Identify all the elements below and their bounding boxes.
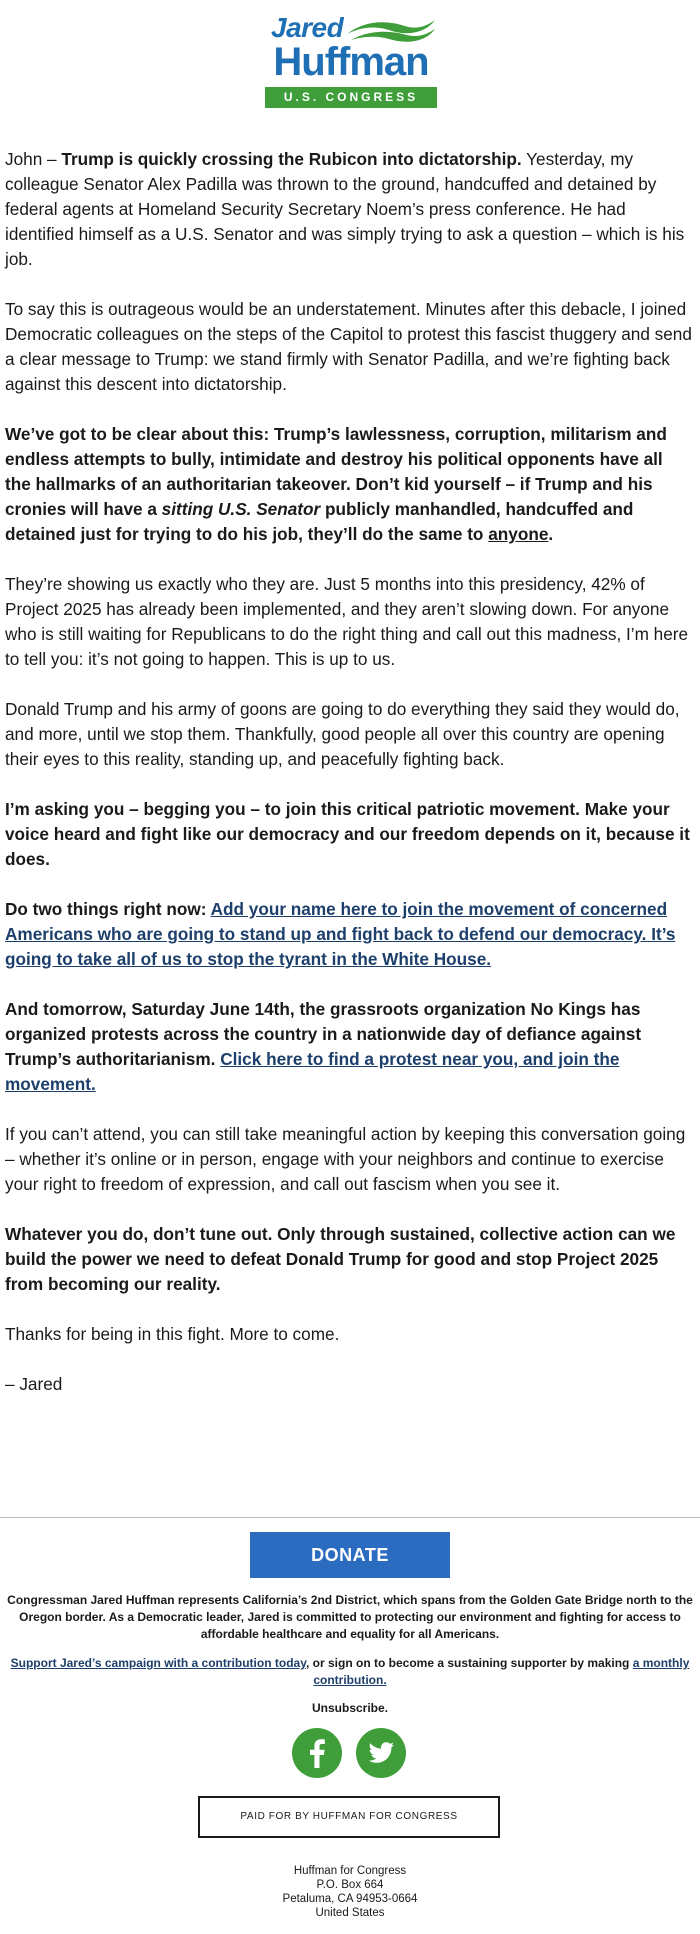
- logo-first-name: Jared: [271, 12, 344, 43]
- paragraph-showing-us: They’re showing us exactly who they are. Just 5 months into this presidency, 42% of Project 2025 has already been implemented, and they aren’t slowing down. For anyone who is still waiting for Republicans to do the right thing and call out this madness, I’m here to tell you: it’s not going to happen. This is up to us.: [5, 574, 689, 669]
- dont-tune-out-bold: Whatever you do, don’t tune out. Only through sustained, collective action can we build the power we need to defeat Donald Trump for good and stop Project 2025 from becoming our reality.: [5, 1224, 676, 1294]
- intro-text: Yesterday, my colleague Senator Alex Padilla was thrown to the ground, handcuffed and detained by federal agents at Homeland Security Secretary Noem’s press conference. He had identified himself as a U.S. Senator and was simply trying to ask a question – which is his job.: [5, 149, 685, 269]
- headline-bold: Trump is quickly crossing the Rubicon into dictatorship.: [61, 149, 522, 169]
- support-text: [5, 1655, 695, 1689]
- footer-divider: [0, 1517, 700, 1518]
- address-line: United States: [315, 1907, 385, 1919]
- logo-last-name: Huffman: [273, 40, 429, 84]
- salutation: John –: [5, 149, 62, 169]
- two-things-lead: Do two things right now:: [5, 899, 211, 919]
- donate-button[interactable]: DONATE: [250, 1532, 450, 1578]
- paragraph-two-things: [5, 897, 693, 972]
- paid-for-box: PAID FOR BY HUFFMAN FOR CONGRESS: [198, 1796, 500, 1838]
- social-icons: [292, 1728, 408, 1778]
- monthly-contribution-link[interactable]: a monthly contribution.: [313, 1656, 690, 1687]
- paragraph-dont-tune-out: [5, 1222, 693, 1297]
- support-mid-text: , or sign on to become a sustaining supporter by making: [305, 1656, 633, 1670]
- email-body: [5, 147, 693, 1422]
- mailing-address: [0, 1864, 700, 1920]
- paragraph-intro: [5, 147, 693, 272]
- paragraph-asking: [5, 797, 693, 872]
- sitting-senator-italic: sitting U.S. Senator: [161, 499, 321, 519]
- paragraph-outrageous: To say this is outrageous would be an understatement. Minutes after this debacle, I joined Democratic colleagues on the steps of the Capitol to protest this fascist thuggery and send a clear message to Trump: we stand firmly with Senator Padilla, and we’re fighting back against this descent into dictatorship.: [5, 299, 692, 394]
- asking-bold: I’m asking you – begging you – to join this critical patriotic movement. Make your voice heard and fight like our democracy and our freedom depends on it, because it does.: [5, 799, 690, 869]
- twitter-icon[interactable]: [356, 1728, 406, 1778]
- contribution-today-link[interactable]: Support Jared’s campaign with a contribution today: [10, 1656, 306, 1670]
- address-line: Huffman for Congress: [293, 1865, 407, 1877]
- paragraph-goons: Donald Trump and his army of goons are going to do everything they said they would do, and more, until we stop them. Thankfully, good people all over this country are opening their eyes to this reality, standing up, and peacefully fighting back.: [5, 699, 680, 769]
- paragraph-clear: [5, 422, 693, 547]
- anyone-underlined: anyone: [488, 524, 549, 544]
- clear-text-b: publicly manhandled, handcuffed and detained just for trying to do his job, they’ll do the same to: [5, 499, 634, 544]
- about-text: Congressman Jared Huffman represents California’s 2nd District, which spans from the Golden Gate Bridge north to the Oregon border. As a Democratic leader, Jared is committed to protecting our environment and fighting for access to affordable healthcare and equality for all Americans.: [7, 1593, 693, 1641]
- clear-text-c: .: [548, 524, 554, 544]
- clear-text-a: We’ve got to be clear about this: Trump’s lawlessness, corruption, militarism and endless attempts to bully, intimidate and destroy his political opponents have all the hallmarks of an authoritarian takeover. Don’t kid yourself – if Trump and his cronies will have a: [5, 424, 667, 519]
- logo-tagline: U.S. CONGRESS: [265, 87, 437, 108]
- unsubscribe-link[interactable]: Unsubscribe.: [311, 1701, 389, 1715]
- paragraph-cant-attend: If you can’t attend, you can still take meaningful action by keeping this conversation going – whether it’s online or in person, engage with your neighbors and continue to exercise your right to freedom of expression, and call out fascism when you see it.: [5, 1124, 686, 1194]
- huffman-logo: [265, 12, 437, 108]
- no-kings-lead: And tomorrow, Saturday June 14th, the grassroots organization No Kings has organized protests across the country in a nationwide day of defiance against Trump’s authoritarianism.: [5, 999, 642, 1069]
- address-line: Petaluma, CA 94953-0664: [282, 1893, 418, 1905]
- paragraph-no-kings: [5, 997, 693, 1097]
- facebook-icon[interactable]: [292, 1728, 342, 1778]
- signature: – Jared: [5, 1374, 63, 1394]
- add-your-name-link[interactable]: Add your name here to join the movement of concerned Americans who are going to stand up and fight back to defend our democracy. It’s going to take all of us to stop the tyrant in the White House.: [5, 899, 676, 969]
- address-line: P.O. Box 664: [316, 1879, 384, 1891]
- find-protest-link[interactable]: Click here to find a protest near you, and join the movement.: [5, 1049, 620, 1094]
- paragraph-thanks: Thanks for being in this fight. More to come.: [5, 1324, 340, 1344]
